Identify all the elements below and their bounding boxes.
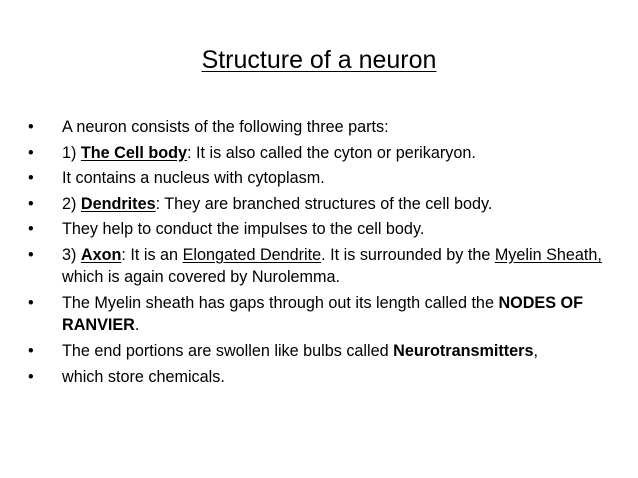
- bullet-item: [28, 142, 620, 164]
- bullet-dot-icon: •: [28, 245, 34, 264]
- bullet-text: . It is surrounded by the: [321, 245, 495, 264]
- term-axon: Axon: [80, 245, 122, 264]
- bullet-item: [28, 292, 620, 337]
- bullet-text: The Myelin sheath has gaps through out its length called the: [62, 293, 499, 312]
- bullet-text: The end portions are swollen like bulbs called: [62, 341, 394, 360]
- bullet-item: [28, 366, 620, 388]
- bullet-text: They help to conduct the impulses to the cell body.: [62, 220, 425, 239]
- term-myelin-sheath: Myelin Sheath,: [494, 245, 602, 264]
- bullet-text: 3): [62, 245, 81, 264]
- bullet-text: 1): [62, 143, 81, 162]
- bullet-dot-icon: •: [28, 367, 34, 386]
- slide-title: Structure of a neuron: [201, 46, 437, 74]
- bullet-dot-icon: •: [28, 194, 34, 213]
- bullet-text: .: [134, 316, 140, 335]
- bullet-text: which store chemicals.: [62, 367, 225, 386]
- term-nodes-of-ranvier: NODES OF RANVIER: [62, 293, 583, 335]
- bullet-text: which is again covered by Nurolemma.: [62, 268, 341, 287]
- bullet-text: : It is also called the cyton or perikaryon.: [187, 143, 476, 162]
- bullet-item: [28, 193, 620, 215]
- bullet-dot-icon: •: [28, 220, 34, 239]
- bullet-item: [28, 167, 620, 189]
- bullet-text: : It is an: [121, 245, 183, 264]
- bullet-text: 2): [62, 194, 81, 213]
- term-dendrites: Dendrites: [80, 194, 156, 213]
- bullet-item: [28, 244, 620, 289]
- bullet-text: A neuron consists of the following three parts:: [62, 118, 389, 136]
- bullet-dot-icon: •: [28, 118, 34, 136]
- bullet-list: [28, 116, 620, 391]
- bullet-text: It contains a nucleus with cytoplasm.: [62, 169, 325, 188]
- bullet-dot-icon: •: [28, 293, 34, 312]
- bullet-item: [28, 116, 620, 138]
- bullet-text: : They are branched structures of the cell body.: [155, 194, 493, 213]
- bullet-dot-icon: •: [28, 169, 34, 188]
- bullet-dot-icon: •: [28, 143, 34, 162]
- term-elongated-dendrite: Elongated Dendrite: [182, 245, 322, 264]
- term-neurotransmitters: Neurotransmitters: [393, 341, 534, 360]
- bullet-item: [28, 340, 620, 362]
- bullet-item: [28, 218, 620, 240]
- bullet-dot-icon: •: [28, 341, 34, 360]
- bullet-text: ,: [533, 341, 538, 360]
- term-cell-body: The Cell body: [80, 143, 188, 162]
